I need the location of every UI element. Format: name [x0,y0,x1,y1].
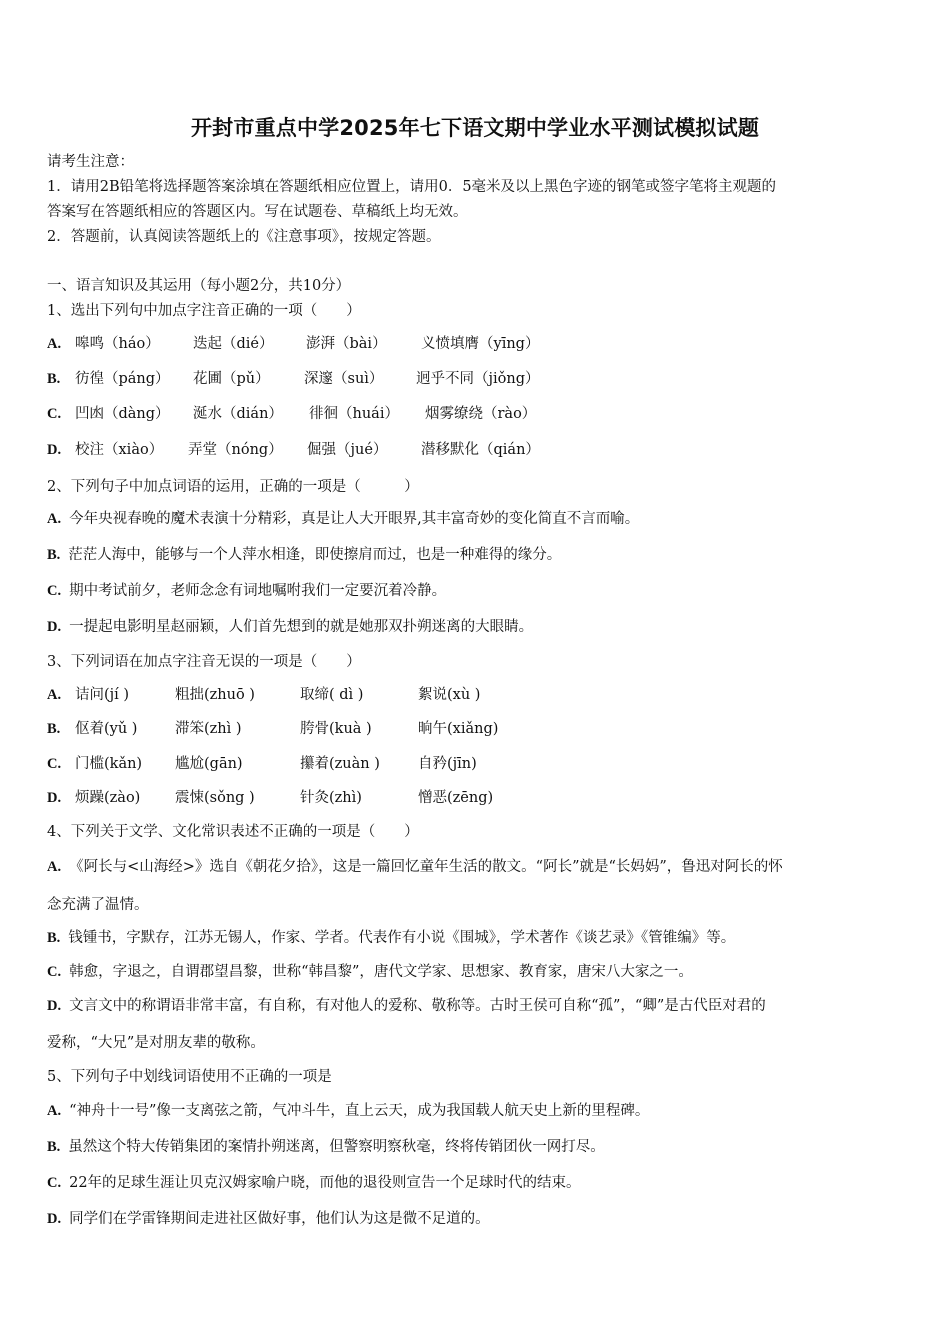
option-label: C. [47,756,62,772]
option-label: B. [47,547,61,563]
option-cell: 震悚(sǒng ) [175,790,255,806]
question-4-option-a-line-1 [47,857,783,877]
option-cell: 晌午(xiǎng) [418,721,499,737]
option-cell: 诘问(jí ) [75,687,130,703]
section-heading: 一、语言知识及其运用（每小题2分，共10分） [47,278,351,294]
option-text: 韩愈，字退之，自谓郡望昌黎，世称“韩昌黎”，唐代文学家、思想家、教育家，唐宋八大家之一。 [69,964,693,980]
question-5-stem: 5、下列句子中划线词语使用不正确的一项是 [47,1069,332,1085]
option-cell: 嗥鸣（háo） [75,336,160,352]
option-label: B. [47,371,61,387]
option-cell: 迭起（dié） [193,336,274,352]
option-cell: 义愤填膺（yīng） [421,336,540,352]
question-3-option-c [47,753,907,775]
option-cell: 澎湃（bài） [306,336,387,352]
option-cell: 憎恶(zēng) [418,790,494,806]
option-cell: 尴尬(gān) [175,756,243,772]
question-4-stem: 4、下列关于文学、文化常识表述不正确的一项是（ ） [47,824,419,840]
option-cell: 潜移默化（qián） [421,442,540,458]
notice-item-1-line-2: 答案写在答题纸相应的答题区内。写在试题卷、草稿纸上均无效。 [47,204,468,220]
question-4-option-a-line-2: 念充满了温情。 [47,897,149,913]
option-cell: 取缔( dì ) [300,687,364,703]
option-label: D. [47,790,62,806]
option-label: D. [47,998,62,1014]
question-4-option-d-line-1 [47,996,766,1016]
question-3-option-d [47,787,907,809]
option-label: D. [47,1211,62,1227]
option-cell: 凹凼（dàng） [75,406,170,422]
notice-item-2: 2．答题前，认真阅读答题纸上的《注意事项》，按规定答题。 [47,229,441,245]
question-2-option-b [47,545,561,565]
option-text: “神舟十一号”像一支离弦之箭，气冲斗牛，直上云天，成为我国载人航天史上新的里程碑。 [69,1103,650,1119]
question-2-stem: 2、下列句子中加点词语的运用，正确的一项是（ ） [47,479,419,495]
option-text: 虽然这个特大传销集团的案情扑朔迷离，但警察明察秋毫，终将传销团伙一网打尽。 [68,1139,605,1155]
option-cell: 伛着(yǔ ) [75,721,138,737]
option-text: 文言文中的称谓语非常丰富，有自称，有对他人的爱称、敬称等。古时王侯可自称“孤”，“卿”是古代臣对君的 [69,998,766,1014]
option-cell: 攥着(zuàn ) [300,756,380,772]
option-cell: 粗拙(zhuō ) [175,687,255,703]
option-cell: 针灸(zhì) [300,790,362,806]
option-label: B. [47,930,61,946]
question-4-option-d-line-2: 爱称，“大兄”是对朋友辈的敬称。 [47,1035,265,1051]
option-cell: 胯骨(kuà ) [300,721,372,737]
question-2-option-d [47,617,533,637]
option-cell: 彷徨（páng） [75,371,170,387]
option-label: C. [47,964,62,980]
question-1-stem: 1、选出下列句中加点字注音正确的一项（ ） [47,303,361,319]
option-label: C. [47,406,62,422]
option-cell: 烟雾缭绕（rào） [425,406,537,422]
question-3-option-b [47,718,907,740]
option-cell: 花圃（pǔ） [193,371,270,387]
question-5-option-a [47,1101,649,1121]
option-label: A. [47,336,62,352]
option-cell: 门槛(kǎn) [75,756,143,772]
option-text: 茫茫人海中，能够与一个人萍水相逢，即使擦肩而过，也是一种难得的缘分。 [68,547,562,563]
option-text: 《阿长与<山海经>》选自《朝花夕拾》，这是一篇回忆童年生活的散文。“阿长”就是“长妈妈”，鲁迅对阿长的怀 [69,859,783,875]
option-label: B. [47,721,61,737]
option-text: 同学们在学雷锋期间走进社区做好事，他们认为这是微不足道的。 [69,1211,490,1227]
option-cell: 倔强（jué） [307,442,388,458]
question-5-option-b [47,1137,605,1157]
question-1-option-b [47,368,907,390]
option-cell: 深邃（suì） [304,371,384,387]
question-1-option-c [47,403,907,425]
option-text: 今年央视春晚的魔术表演十分精彩，真是让人大开眼界,其丰富奇妙的变化简直不言而喻。 [69,511,640,527]
option-label: D. [47,619,62,635]
notice-item-1-line-1: 1．请用2B铅笔将选择题答案涂填在答题纸相应位置上，请用0．5毫米及以上黑色字迹的钢笔或签字笔将主观题的 [47,179,777,195]
question-2-option-a [47,509,639,529]
option-text: 22年的足球生涯让贝克汉姆家喻户晓，而他的退役则宣告一个足球时代的结束。 [69,1175,581,1191]
option-cell: 烦躁(zào) [75,790,141,806]
option-label: C. [47,1175,62,1191]
option-cell: 弄堂（nóng） [188,442,283,458]
option-cell: 絮说(xù ) [418,687,481,703]
option-cell: 迥乎不同（jiǒng） [416,371,540,387]
option-cell: 徘徊（huái） [309,406,399,422]
question-3-option-a [47,684,907,706]
page-title: 开封市重点中学2025年七下语文期中学业水平测试模拟试题 [190,116,760,140]
option-text: 钱锺书，字默存，江苏无锡人，作家、学者。代表作有小说《围城》，学术著作《谈艺录》《管锥编》等。 [68,930,736,946]
question-2-option-c [47,581,446,601]
option-label: B. [47,1139,61,1155]
question-5-option-d [47,1209,490,1229]
question-4-option-b [47,928,735,948]
option-label: A. [47,687,62,703]
option-cell: 涎水（dián） [193,406,283,422]
question-5-option-c [47,1173,581,1193]
option-text: 期中考试前夕，老师念念有词地嘱咐我们一定要沉着冷静。 [69,583,447,599]
option-text: 一提起电影明星赵丽颖，人们首先想到的就是她那双扑朔迷离的大眼睛。 [69,619,534,635]
question-1-option-a [47,333,907,355]
question-3-stem: 3、下列词语在加点字注音无误的一项是（ ） [47,654,361,670]
notice-heading: 请考生注意： [47,154,134,170]
question-1-option-d [47,439,907,461]
option-cell: 校注（xiào） [75,442,164,458]
option-label: A. [47,1103,62,1119]
option-cell: 自矜(jīn) [418,756,477,772]
option-label: A. [47,859,62,875]
option-cell: 滞笨(zhì ) [175,721,242,737]
option-label: C. [47,583,62,599]
question-4-option-c [47,962,693,982]
option-label: D. [47,442,62,458]
option-label: A. [47,511,62,527]
